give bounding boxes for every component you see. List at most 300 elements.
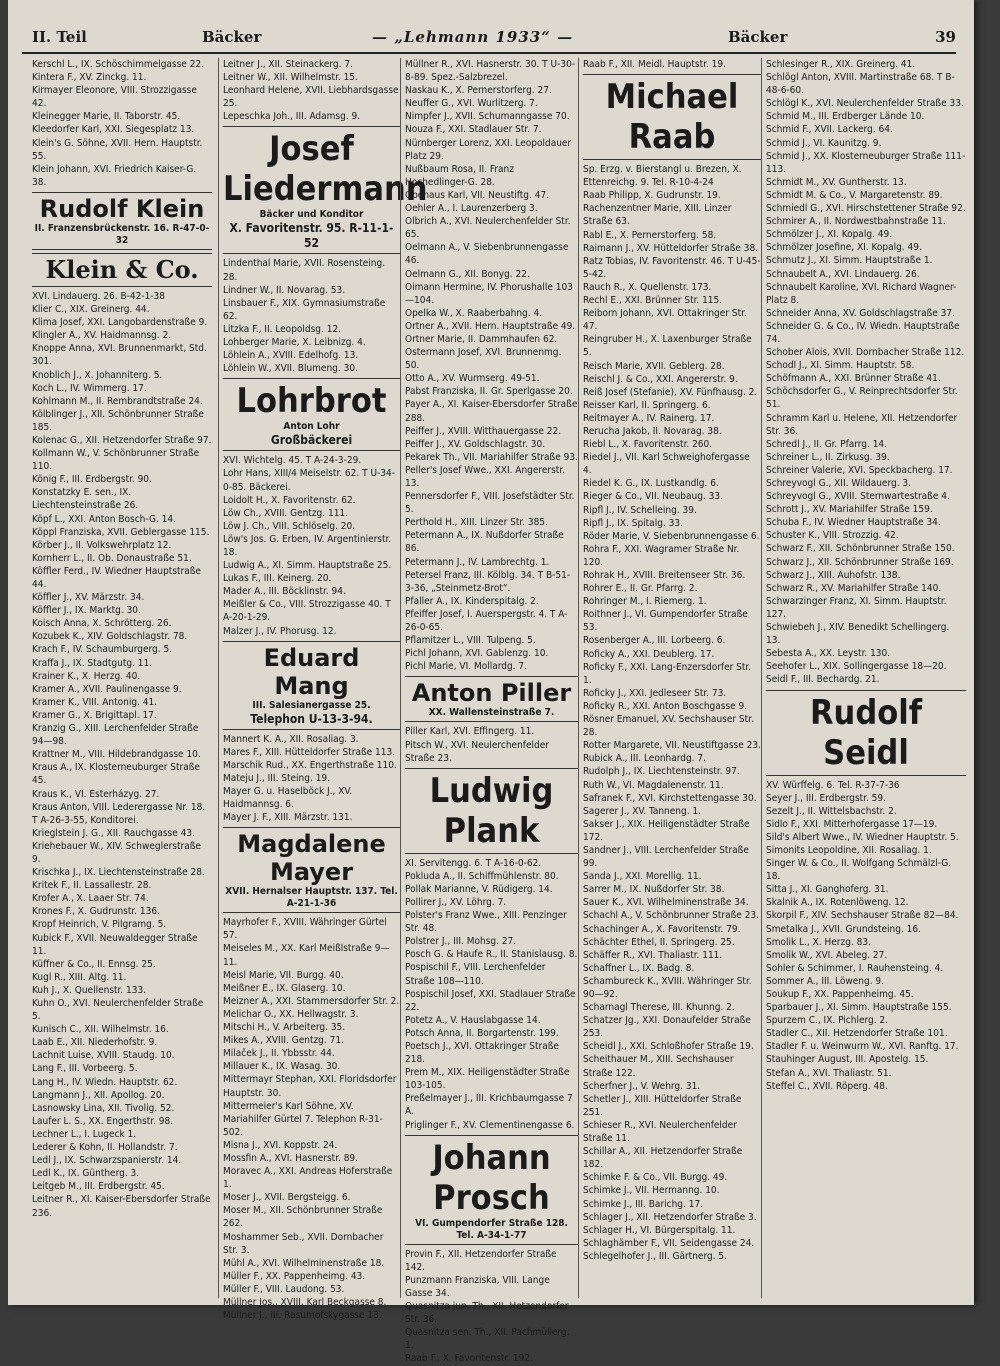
directory-entry: Schredl J., II. Gr. Pfarrg. 14. (766, 438, 888, 450)
directory-entry: Potsch Anna, II. Borgartenstr. 199. (405, 1027, 559, 1039)
directory-entry: Schrott J., XV. Mariahilfer Straße 159. (766, 504, 933, 516)
subject-heading-left: Bäcker (202, 28, 262, 46)
directory-entry: Piller Karl, XVI. Effingerg. 11. (405, 726, 535, 738)
directory-entry: Oimann Hermine, IV. Phorushalle 103—104. (405, 281, 573, 306)
ad-subtitle: Bäcker und Konditor (259, 209, 364, 221)
directory-entry: Kugl R., XIII. Altg. 11. (32, 971, 127, 983)
directory-entry: Kramer G., X. Brigittapl. 17. (32, 709, 157, 721)
directory-entry: Sparbauer J., XI. Simm. Hauptstraße 155. (766, 1002, 952, 1014)
directory-entry: Schwarzinger Franz, XI. Simm. Hauptstr. 127. (766, 595, 947, 620)
directory-entry: XVI. Wichtelg. 45. T A-24-3-29. (223, 455, 362, 467)
directory-entry: Stauhinger August, III. Apostelg. 15. (766, 1054, 929, 1066)
directory-entry: Nimpfer J., XVII. Schumanngasse 70. (405, 111, 570, 123)
directory-entry: Rauch R., X. Quellenstr. 173. (583, 281, 712, 293)
directory-entry: Nouza F., XXI. Stadlauer Str. 7. (405, 124, 542, 136)
directory-entry: Krofer A., X. Laaer Str. 74. (32, 893, 149, 905)
directory-entry: Sagerer J., XV. Tanneng. 1. (583, 805, 702, 817)
directory-entry: Krieglstein J. G., XII. Rauchgasse 43. (32, 827, 195, 839)
directory-entry: Pokluda A., II. Schiffmühlenstr. 80. (405, 870, 559, 882)
directory-entry: Stadler F. u. Weinwurm W., XVI. Ranftg. 17. (766, 1041, 959, 1053)
directory-entry: Mayer J. F., XIII. Märzstr. 131. (223, 812, 353, 824)
directory-entry: Perthold H., XIII. Linzer Str. 385. (405, 517, 548, 529)
directory-entry: Smolik W., XVI. Abeleg. 27. (766, 949, 888, 961)
advertisement (223, 827, 400, 913)
ad-business-name: Lohrbrot (236, 381, 387, 422)
directory-entry: Lohberger Marie, X. Leibnizg. 4. (223, 337, 366, 349)
directory-entry: Mannert K. A., XII. Rosaliag. 3. (223, 733, 359, 745)
directory-entry: Opelka W., X. Raaberbahng. 4. (405, 307, 543, 319)
directory-entry: Potetz A., V. Hauslabgasse 14. (405, 1014, 541, 1026)
directory-entry: Löhlein A., XVIII. Edelhofg. 13. (223, 350, 359, 362)
directory-entry: Lukas F., III. Keinerg. 20. (223, 573, 332, 585)
directory-entry: Kranzig G., XIII. Lerchenfelder Straße 94—98. (32, 723, 199, 748)
directory-entry: Müllner Jos., XVIII. Karl Beckgasse 8. (223, 1297, 387, 1308)
directory-entry: Skalnik A., IX. Rotenlöweng. 12. (766, 897, 909, 909)
directory-entry: Küffner & Co., II. Ennsg. 25. (32, 958, 156, 970)
directory-entry: Smetalka J., XVII. Grundsteing. 16. (766, 923, 921, 935)
ad-business-name: Rudolf Klein (39, 194, 205, 223)
directory-entry: XI. Servitengg. 6. T A-16-0-62. (405, 857, 542, 869)
directory-entry: Kraus A., IX. Klosterneuburger Straße 45. (32, 762, 200, 787)
directory-entry: Koch L., IV. Wimmerg. 17. (32, 382, 147, 394)
directory-entry: Schreyvogl G., XVIII. Sternwartestraße 4. (766, 491, 950, 503)
directory-entry: Rieger & Co., VII. Neubaug. 33. (583, 491, 723, 503)
directory-entry: Roficky A., XXI. Deublerg. 17. (583, 648, 715, 660)
advertisement (32, 192, 212, 250)
directory-entry: Reiborn Johann, XVI. Ottakringer Str. 47. (583, 308, 747, 333)
directory-entry: Prem M., XIX. Heiligenstädter Straße 103-105. (405, 1067, 570, 1092)
directory-entry: Lindenthal Marie, XVII. Rosensteing. 28. (223, 258, 386, 283)
directory-entry: Mader A., III. Böcklinstr. 94. (223, 586, 346, 598)
directory-entry: Peiffer J., XV. Goldschlagstr. 30. (405, 438, 546, 450)
directory-entry: Schimke J., III. Barichg. 17. (583, 1198, 704, 1210)
directory-entry: Rudolph J., IX. Liechtensteinstr. 97. (583, 766, 740, 778)
directory-entry: Reingruber H., X. Laxenburger Straße 5. (583, 334, 752, 359)
directory-entry: Sandner J., VIII. Lerchenfelder Straße 99. (583, 844, 749, 870)
directory-entry: Schramm Karl u. Helene, XII. Hetzendorfer Str. 36. (766, 412, 958, 437)
directory-entry: Pekarek Th., VII. Mariahilfer Straße 93. (405, 451, 578, 463)
directory-entry: Schneider G. & Co., IV. Wiedn. Hauptstraße 74. (766, 320, 960, 345)
directory-entry: Payer A., XI. Kaiser-Ebersdorfer Straße 288. (405, 399, 578, 424)
directory-entry: Rabl E., X. Pernerstorferg. 58. (583, 229, 717, 241)
directory-entry: Peller's Josef Wwe., XXI. Angererstr. 13. (405, 464, 565, 489)
directory-entry: Mikes A., XVIII. Gentzg. 71. (223, 1035, 344, 1047)
section-label: II. Teil (32, 28, 87, 46)
directory-entry: Raimann J., XV. Hütteldorfer Straße 38. (583, 242, 759, 254)
directory-entry: Schwarz R., XV. Mariahilfer Straße 140. (766, 582, 942, 594)
directory-entry: Mares F., XIII. Hütteldorfer Straße 113. (223, 746, 396, 758)
directory-entry: Kraffa J., IX. Stadtgutg. 11. (32, 657, 153, 669)
advertisement (223, 126, 428, 254)
directory-entry: Lang F., III. Vorbeerg. 5. (32, 1063, 138, 1075)
directory-entry: Lasnowsky Lina, XII. Tivolig. 52. (32, 1102, 175, 1114)
directory-entry: Kriehebauer W., XIV. Schweglerstraße 9. (32, 840, 201, 865)
directory-entry: Leitner W., XII. Wilhelmstr. 15. (223, 72, 358, 84)
directory-entry: Scheidl J., XXI. Schloßhofer Straße 19. (583, 1041, 754, 1053)
directory-entry: Kerschl L., IX. Schöschimmelgasse 22. (32, 59, 204, 70)
directory-entry: Loidolt H., X. Favoritenstr. 62. (223, 494, 356, 506)
directory-entry: Kuhn O., XVI. Neulerchenfelder Straße 5. (32, 998, 204, 1023)
directory-entry: Olbrich A., XVI. Neulerchenfelder Str. 65. (405, 216, 571, 241)
directory-entry: Pospischil F., VIII. Lerchenfelder Straße 108—110. (405, 962, 546, 987)
directory-entry: Kleinegger Marie, II. Taborstr. 45. (32, 111, 181, 123)
directory-entry: Lepeschka Joh., III. Adamsg. 9. (223, 111, 361, 123)
directory-entry: Meiseles M., XX. Karl Meißlstraße 9—11. (223, 943, 390, 968)
directory-entry: Pfaller A., IX. Kinderspitalg. 2. (405, 595, 539, 607)
ad-business-name: Anton Piller (411, 679, 572, 708)
directory-entry: Pflamitzer L., VIII. Tulpeng. 5. (405, 635, 536, 647)
directory-entry: Schambureck K., XVIII. Währinger Str. 90—92. (583, 975, 752, 1000)
directory-entry: Schwiebeh J., XIV. Benedikt Schellingerg. 13. (766, 622, 950, 647)
advertisement (223, 641, 400, 730)
directory-entry: Marschik Rud., XX. Engerthstraße 110. (223, 759, 397, 771)
directory-entry: Stefan A., XVI. Thaliastr. 51. (766, 1067, 892, 1079)
directory-entry: Meisl Marie, VII. Burgg. 40. (223, 969, 344, 981)
directory-entry: Klingler A., XV. Haidmannsg. 2. (32, 330, 172, 342)
directory-entry: Schimke F. & Co., VII. Burgg. 49. (583, 1172, 728, 1184)
directory-entry: Petermann J., IV. Lambrechtg. 1. (405, 556, 550, 568)
directory-entry: Sohler & Schimmer, I. Rauhensteing. 4. (766, 962, 944, 974)
ad-subtitle: II. Franzensbrückenstr. 16. R-47-0-32 (34, 222, 210, 246)
directory-entry: Kollmann W., V. Schönbrunner Straße 110. (32, 448, 200, 473)
directory-entry: Lechner L., I. Lugeck 1. (32, 1128, 137, 1140)
ad-business-name: Johann Prosch (432, 1137, 551, 1218)
directory-entry: Ripfl J., IV. Schelleing. 39. (583, 504, 697, 516)
directory-entry: Obenaus Karl, VII. Neustiftg. 47. (405, 189, 550, 201)
directory-entry: Sild's Albert Wwe., IV. Wiedner Hauptstr. 5. (766, 831, 959, 843)
directory-entry: Schneider Anna, XV. Goldschlagstraße 37. (766, 307, 955, 319)
directory-entry: Quasnitza sen. Th., XII. Pachmüllerg. 1. (405, 1327, 570, 1352)
ad-address: Telephon U-13-3-94. (250, 711, 373, 726)
directory-entry: Sebesta A., XX. Leystr. 130. (766, 648, 891, 660)
directory-entry: Konstatzky E. sen., IX. Liechtensteinstraße 26. (32, 487, 139, 512)
directory-entry: Knoppe Anna, XVI. Brunnenmarkt, Std. 301. (32, 343, 207, 368)
directory-entry: Kramer K., VIII. Antonig. 41. (32, 696, 158, 708)
directory-entry: Schetler J., XIII. Hütteldorfer Straße 251. (583, 1093, 742, 1118)
directory-entry: Roficky J., XXI. Jedleseer Str. 73. (583, 687, 727, 699)
directory-entry: Krattner M., VIII. Hildebrandgasse 10. (32, 749, 201, 761)
directory-entry: Lindner W., II. Novarag. 53. (223, 284, 346, 296)
directory-entry: Köppl Franziska, XVII. Geblergasse 115. (32, 526, 210, 538)
directory-entry: Nürnberger Lorenz, XXI. Leopoldauer Platz 29. (405, 137, 572, 162)
directory-entry: Melichar O., XX. Hellwagstr. 3. (223, 1008, 359, 1020)
ad-business-name: Ludwig Plank (429, 770, 554, 851)
directory-entry: XVI. Lindauerg. 26. B-42-1-38 (32, 290, 165, 302)
directory-entry: Pfeiffer Josef, I. Auerspergstr. 4. T A-26-0-65. (405, 608, 568, 634)
directory-entry: Otto A., XV. Wurmserg. 49-51. (405, 373, 540, 385)
directory-entry: Riedel K. G., IX. Lustkandlg. 6. (583, 478, 719, 490)
ad-business-name: Rudolf Seidl (809, 692, 923, 773)
directory-entry: Schmölzer J., XI. Kopalg. 49. (766, 229, 893, 241)
directory-entry: Ledl J., IX. Schwarzspanierstr. 14. (32, 1155, 182, 1167)
directory-entry: Smolik L., X. Herzg. 83. (766, 936, 871, 948)
ad-business-name: Michael Raab (605, 77, 739, 158)
directory-entry: Reischl J. & Co., XXI. Angererstr. 9. (583, 373, 738, 385)
directory-entry: Sommer A., III. Löweng. 9. (766, 975, 884, 987)
directory-entry: Schober Alois, XVII. Dornbacher Straße 112. (766, 347, 965, 359)
directory-entry: Ostermann Josef, XVI. Brunnenmg. 50. (405, 347, 562, 372)
directory-entry: Meißler & Co., VIII. Strozzigasse 40. T A-20-1-29. (223, 599, 391, 624)
directory-entry: Schlögl Anton, XVIII. Martinstraße 68. T B-48-6-60. (766, 72, 955, 97)
directory-entry: Pennersdorfer F., VIII. Josefstädter Str. 5. (405, 491, 575, 516)
directory-entry: Rohra F., XXI. Wagramer Straße Nr. 120. (583, 543, 740, 568)
directory-entry: Schuster K., VIII. Strozzig. 42. (766, 530, 899, 542)
directory-entry: Schmid F., XVII. Lackerg. 64. (766, 124, 893, 136)
directory-entry: Millauer K., IX. Wasag. 30. (223, 1061, 341, 1073)
directory-entry: Mittermayr Stephan, XXI. Floridsdorfer Hauptstr. 30. (223, 1074, 397, 1099)
directory-entry: Leitner J., XII. Steinackerg. 7. (223, 59, 353, 70)
directory-entry: Nußbaum Rosa, II. Franz Hochedlinger-G. 28. (405, 163, 514, 188)
directory-entry: Klein Johann, XVI. Friedrich Kaiser-G. 38. (32, 163, 197, 188)
ad-business-name: Magdalene Mayer (237, 830, 386, 887)
directory-entry: Meizner A., XXI. Stammersdorfer Str. 2. (223, 995, 400, 1007)
directory-entry: Mitschi H., V. Arbeiterg. 35. (223, 1022, 346, 1034)
directory-entry: Mateju J., III. Steing. 19. (223, 772, 330, 784)
advertisement (405, 676, 578, 722)
directory-entry: Schmirer A., II. Nordwestbahnstraße 11. (766, 216, 946, 228)
directory-entry: Schmiedl G., XVI. Hirschstettener Straße 92. (766, 203, 966, 215)
ad-subtitle: XX. Wallensteinstraße 7. (428, 707, 555, 719)
directory-entry: Punzmann Franziska, VIII. Lange Gasse 34. (405, 1274, 550, 1299)
advertisement (223, 378, 400, 451)
directory-entry: Pospischil Josef, XXI. Stadlauer Straße 22. (405, 988, 576, 1013)
directory-entry: Laufer L. S., XX. Engerthstr. 98. (32, 1115, 174, 1127)
header-rule (22, 52, 956, 54)
directory-entry: Roficky F., XXI. Lang-Enzersdorfer Str. 1. (583, 661, 752, 686)
ad-business-name: Josef Liedermann (223, 129, 428, 210)
ad-subtitle: III. Salesianergasse 25. (252, 699, 371, 711)
directory-entry: Seehofer L., XIX. Sollingergasse 18—20. (766, 661, 947, 673)
directory-entry: Rohrer E., II. Gr. Pfarrg. 2. (583, 583, 698, 595)
directory-entry: Preßelmayer J., III. Krichbaumgasse 7 A. (405, 1093, 573, 1118)
directory-entry: Schatzer Jg., XXI. Donaufelder Straße 253. (583, 1015, 751, 1040)
directory-entry: Mayer G. u. Haselböck J., XV. Haidmannsg. 6. (223, 786, 353, 811)
directory-entry: Steffel C., XVII. Röperg. 48. (766, 1080, 888, 1092)
directory-entry: Schmidt M., XV. Guntherstr. 13. (766, 176, 907, 188)
directory-entry: Röder Marie, V. Siebenbrunnengasse 6. (583, 530, 760, 542)
directory-entry: Lohr Hans, XIII/4 Meiselstr. 62. T U-34-0-85. Bäckerei. (223, 468, 395, 493)
directory-entry: Milaček J., II. Ybbsstr. 44. (223, 1048, 335, 1060)
directory-entry: Pichl Marie, VI. Mollardg. 7. (405, 661, 527, 673)
directory-entry: Rösner Emanuel, XV. Sechshauser Str. 28. (583, 714, 754, 739)
ad-subtitle: XVII. Hernalser Hauptstr. 137. Tel. A-21-1-36 (225, 886, 398, 910)
directory-entry: Provin F., XII. Hetzendorfer Straße 142. (405, 1248, 557, 1273)
ad-business-name: Klein & Co. (45, 254, 199, 284)
directory-entry: Riebl L., X. Favoritenstr. 260. (583, 439, 713, 451)
directory-entry: Quasnitza jun. Th., XII. Hetzendorfer Str. 36. (405, 1301, 569, 1326)
directory-entry: Kirmayer Eleonore, VIII. Strozzigasse 42. (32, 85, 197, 110)
directory-entry: Schmid J., XX. Klosterneuburger Straße 111-113. (766, 150, 966, 175)
directory-entry: Ludwig A., XI. Simm. Hauptstraße 25. (223, 560, 392, 572)
directory-entry: Reisser Karl, II. Springerg. 6. (583, 399, 711, 411)
directory-entry: Sp. Erzg. v. Bierstangl u. Brezen, X. Ettenreichg. 9. Tel. R-10-4-24 (583, 164, 742, 189)
directory-entry: Kohlmann M., II. Rembrandtstraße 24. (32, 395, 203, 407)
directory-page (8, 0, 974, 1365)
directory-entry: Kornherr L., II. Ob. Donaustraße 51. (32, 552, 192, 564)
ad-subtitle: VI. Gumpendorfer Straße 128. Tel. A-34-1-77 (415, 1217, 568, 1241)
directory-entry: Ortner Marie, II. Dammhaufen 62. (405, 333, 558, 345)
directory-entry: Moshammer Seb., XVII. Dornbacher Str. 3. (223, 1231, 384, 1256)
directory-entry: Müller F., VIII. Laudong. 53. (223, 1283, 345, 1295)
directory-entry: Schlager J., XII. Hetzendorfer Straße 3. (583, 1211, 757, 1223)
directory-entry: Priglinger F., XV. Clementinengasse 6. (405, 1119, 575, 1131)
directory-entry: Linsbauer F., XIX. Gymnasiumstraße 62. (223, 297, 386, 322)
directory-entry: Schachinger A., X. Favoritenstr. 79. (583, 923, 741, 935)
directory-entry: Peiffer J., XVIII. Witthauergasse 22. (405, 425, 562, 437)
directory-entry: Scheithauer M., XIII. Sechshauser Straße 122. (583, 1054, 734, 1079)
column-1 (32, 58, 212, 1298)
directory-entry: Löw's Jos. G. Erben, IV. Argentinierstr. 18. (223, 533, 392, 558)
directory-entry: Müllner R., XVI. Hasnerstr. 30. T U-30-8-89. Spez.-Salzbrezel. (405, 59, 576, 84)
directory-entry: Petersel Franz, III. Kölblg. 34. T B-51-3-36, „Steinmetz-Brot“. (405, 569, 571, 594)
ad-address: Großbäckerei (270, 433, 353, 448)
directory-entry: Schwarz J., XIII. Auhofstr. 138. (766, 569, 901, 581)
directory-entry: Lederer & Kohn, II. Hollandstr. 7. (32, 1142, 178, 1154)
directory-entry: Müller F., XX. Pappenheimg. 43. (223, 1270, 366, 1282)
directory-entry: Rerucha Jakob, II. Novarag. 38. (583, 425, 722, 437)
directory-entry: Skorpil F., XIV. Sechshauser Straße 82—84. (766, 910, 959, 922)
directory-entry: Reisch Marie, XVII. Geblerg. 28. (583, 360, 725, 372)
directory-entry: Ruth W., VI. Magdalenenstr. 11. (583, 779, 724, 791)
directory-entry: Posch G. & Haufe R., II. Stanislausg. 8. (405, 949, 578, 961)
directory-entry: Schaffner L., IX. Badg. 8. (583, 962, 695, 974)
column-5 (761, 58, 966, 1298)
directory-entry: Oelmann A., V. Siebenbrunnengasse 46. (405, 242, 569, 267)
directory-entry: Ratz Tobias, IV. Favoritenstr. 46. T U-45-5-42. (583, 255, 761, 280)
directory-entry: Sanda J., XXI. Morellig. 11. (583, 871, 702, 883)
directory-entry: Spurzem C., IX. Pichlerg. 2. (766, 1015, 889, 1027)
directory-entry: Lang H., IV. Wiedn. Hauptstr. 62. (32, 1076, 178, 1088)
directory-entry: Rechl E., XXI. Brünner Str. 115. (583, 295, 723, 307)
directory-entry: Seidl F., III. Bechardg. 21. (766, 674, 880, 686)
directory-entry: Moser M., XII. Schönbrunner Straße 262. (223, 1205, 383, 1230)
directory-entry: Poetsch J., XVI. Ottakringer Straße 218. (405, 1041, 559, 1066)
directory-entry: Polstrer J., III. Mohsg. 27. (405, 936, 517, 948)
directory-entry: Litzka F., II. Leopoldsg. 12. (223, 323, 342, 335)
directory-entry: Knoblich J., X. Johanniterg. 5. (32, 369, 163, 381)
directory-entry: Reiß Josef (Stefanie), XV. Fünfhausg. 2. (583, 386, 758, 398)
directory-entry: Mittermeier's Karl Söhne, XV. Mariahilfer Gürtel 7. Telephon R-31-502. (223, 1100, 383, 1138)
directory-entry: Reitmayer A., IV. Rainerg. 17. (583, 412, 715, 424)
directory-entry: Leonhard Helene, XVII. Liebhardsgasse 25. (223, 85, 399, 110)
directory-entry: Klein's G. Söhne, XVII. Hern. Hauptstr. 55. (32, 137, 203, 162)
ad-address: X. Favoritenstr. 95. R-11-1-52 (229, 221, 394, 251)
directory-entry: Schmid J., VI. Kaunitzg. 9. (766, 137, 882, 149)
directory-entry: Roithner J., VI. Gumpendorfer Straße 53. (583, 609, 748, 634)
directory-entry: Schöfmann A., XXI. Brünner Straße 41. (766, 373, 941, 385)
directory-entry: Riedel J., VII. Karl Schweighofergasse 4. (583, 452, 750, 477)
directory-entry: Raab F., X. Favoritenstr. 192. (405, 1353, 533, 1365)
directory-entry: Schmölzer Josefine, XI. Kopalg. 49. (766, 242, 922, 254)
directory-entry: Kraus K., VI. Esterházyg. 27. (32, 788, 160, 800)
directory-entry: Ledl K., IX. Güntherg. 3. (32, 1168, 140, 1180)
directory-entry: Misna J., XVI. Koppstr. 24. (223, 1139, 338, 1151)
directory-entry: Schmidt M. & Co., V. Margaretenstr. 89. (766, 189, 943, 201)
directory-entry: Schnaubelt A., XVI. Lindauerg. 26. (766, 268, 920, 280)
directory-entry: Löhlein W., XVII. Blumeng. 30. (223, 363, 358, 375)
directory-entry: Rohrak H., XVIII. Breitenseer Str. 36. (583, 570, 746, 581)
directory-entry: Roficky R., XXI. Anton Boschgasse 9. (583, 700, 748, 712)
directory-entry: Soukup F., XX. Pappenheimg. 45. (766, 989, 914, 1000)
directory-entry: Schreiner Valerie, XVI. Speckbacherg. 17. (766, 464, 953, 476)
subject-heading-right: Bäcker (728, 28, 788, 46)
directory-entry: Oelmann G., XII. Bonyg. 22. (405, 268, 530, 280)
directory-entry: Scherfner J., V. Wehrg. 31. (583, 1080, 701, 1092)
directory-entry: Rachenzentner Marie, XIII. Linzer Straße 63. (583, 203, 732, 228)
directory-entry: Oehler A., I. Laurenzerberg 3. (405, 203, 538, 215)
directory-entry: König F., III. Erdbergstr. 90. (32, 474, 152, 486)
directory-entry: Körber J., II. Volkswehrplatz 12. (32, 539, 172, 551)
directory-entry: Kleedorfer Karl, XXI. Siegesplatz 13. (32, 124, 195, 136)
directory-entry: Schodl J., XI. Simm. Hauptstr. 58. (766, 360, 915, 372)
directory-entry: Mühl A., XVI. Wilhelminenstraße 18. (223, 1257, 385, 1269)
directory-entry: Schächter Ethel, II. Springerg. 25. (583, 936, 735, 948)
advertisement (405, 768, 578, 854)
directory-entry: Kritek F., II. Lassallestr. 28. (32, 880, 152, 892)
directory-entry: Sitta J., XI. Ganghoferg. 31. (766, 884, 889, 896)
directory-entry: Schuba F., IV. Wiedner Hauptstraße 34. (766, 517, 941, 529)
column-2 (218, 58, 428, 1322)
ad-subtitle: Anton Lohr (283, 421, 340, 433)
directory-entry: Schreiner L., II. Zirkusg. 39. (766, 451, 890, 463)
directory-entry: Pichl Johann, XVI. Gablenzg. 10. (405, 648, 549, 660)
directory-entry: Seyer J., III. Erdbergstr. 59. (766, 792, 886, 804)
directory-entry: Kintera F., XV. Zinckg. 11. (32, 72, 147, 84)
column-4 (578, 58, 761, 1298)
directory-entry: Köffler J., IX. Marktg. 30. (32, 605, 141, 617)
directory-entry: Schwarz F., XII. Schönbrunner Straße 150. (766, 543, 955, 555)
directory-entry: Pollak Marianne, V. Rüdigerg. 14. (405, 883, 553, 895)
directory-entry: Raab Philipp, X. Gudrunstr. 19. (583, 190, 721, 202)
directory-entry: Köpf L., XXI. Anton Bosch-G. 14. (32, 513, 176, 525)
directory-entry: Schwarz J., XII. Schönbrunner Straße 169. (766, 556, 954, 568)
directory-entry: Schillar A., XII. Hetzendorfer Straße 182. (583, 1146, 743, 1171)
ad-business-name: Eduard Mang (263, 643, 360, 700)
page-header (22, 28, 956, 52)
directory-entry: Leitgeb M., III. Erdbergstr. 45. (32, 1181, 165, 1193)
directory-entry: Safranek F., XVI. Kirchstettengasse 30. (583, 792, 757, 804)
directory-entry: Sezelt J., II. Wittelsbachstr. 2. (766, 805, 897, 817)
directory-entry: Löw J. Ch., VIII. Schlöselg. 20. (223, 520, 356, 532)
directory-entry: Simonits Leopoldine, XII. Rosaliag. 1. (766, 844, 932, 856)
directory-entry: Petermann A., IX. Nußdorfer Straße 86. (405, 530, 564, 555)
directory-entry: Moravec A., XXI. Andreas Hoferstraße 1. (223, 1166, 393, 1191)
directory-entry: Polster's Franz Wwe., XIII. Penzinger Str. 48. (405, 910, 567, 935)
directory-entry: Kubick F., XVII. Neuwaldegger Straße 11. (32, 932, 198, 957)
column-3 (400, 58, 578, 1365)
directory-entry: Koisch Anna, X. Schrötterg. 26. (32, 618, 172, 630)
directory-entry: Sauer K., XVI. Wilhelminenstraße 34. (583, 897, 749, 909)
directory-entry: Rotter Margarete, VII. Neustiftgasse 23. (583, 740, 761, 752)
directory-entry: Sidlo F., XXI. Mitterhofergasse 17—19. (766, 818, 938, 830)
directory-entry: Kozubek K., XIV. Goldschlagstr. 78. (32, 631, 188, 643)
advertisement (405, 1135, 578, 1245)
directory-entry: Kropf Heinrich, V. Pilgramg. 5. (32, 919, 167, 931)
directory-entry: Köffler J., XV. Märzstr. 34. (32, 592, 145, 604)
directory-entry: Moser J., XVII. Bergsteigg. 6. (223, 1192, 351, 1204)
directory-entry: Schlaghämber F., VII. Seidengasse 24. (583, 1237, 755, 1249)
directory-entry: Kolenac G., XII. Hetzendorfer Straße 97. (32, 434, 212, 446)
directory-entry: Laab E., XII. Niederhofstr. 9. (32, 1037, 158, 1049)
directory-entry: Kunisch C., XII. Wilhelmstr. 16. (32, 1024, 169, 1036)
directory-entry: Kraus Anton, VIII. Lederergasse Nr. 18. T A-26-3-55, Konditorei. (32, 801, 206, 826)
directory-entry: Müllner J., III. Rasumofskygasse 13. (223, 1310, 382, 1322)
advertisement (32, 253, 212, 287)
directory-entry: Schlesinger R., XIX. Greinerg. 41. (766, 59, 916, 70)
directory-entry: Mayrhofer F., XVIII. Währinger Gürtel 57. (223, 917, 387, 942)
directory-entry: Ripfl J., IX. Spitalg. 33. (583, 517, 683, 529)
directory-entry: Krones F., X. Gudrunstr. 136. (32, 906, 160, 918)
